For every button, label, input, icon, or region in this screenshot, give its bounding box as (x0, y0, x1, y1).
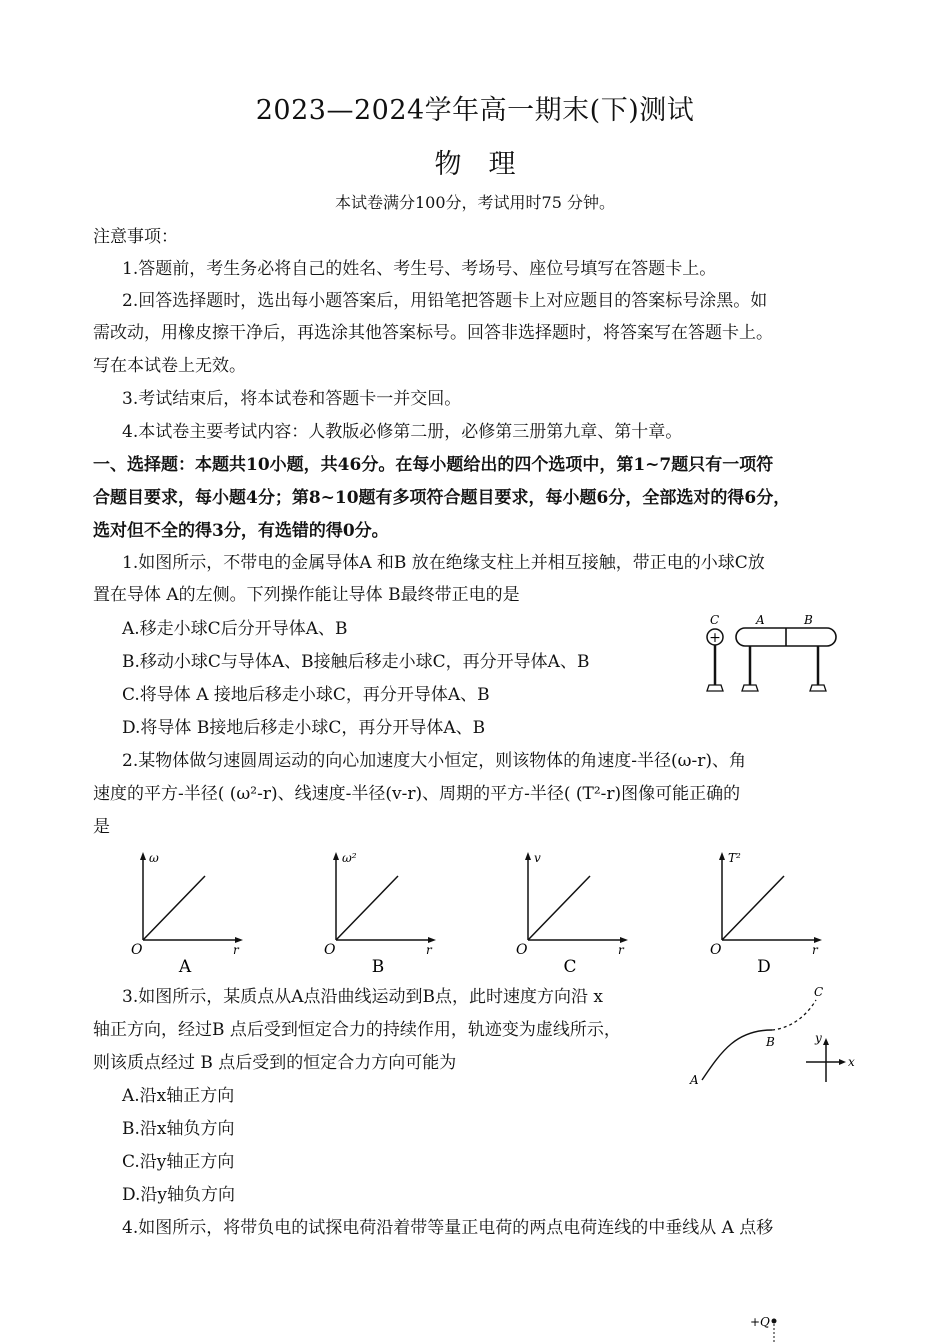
graph-b-caption: B (371, 957, 385, 976)
notice-line: 3.考试结束后，将本试卷和答题卡一并交回。 (122, 389, 462, 409)
q1-option-b: B.移动小球C与导体A、B接触后移走小球C，再分开导体A、B (122, 652, 590, 672)
section-heading: 一、选择题：本题共10小题，共46分。在每小题给出的四个选项中，第1~7题只有一项符 (93, 455, 774, 475)
q2-graph-c (510, 848, 640, 976)
q1-stem: 1.如图所示，不带电的金属导体A 和B 放在绝缘支柱上并相互接触，带正电的小球C放 (122, 553, 765, 573)
q2-stem: 2.某物体做匀速圆周运动的向心加速度大小恒定，则该物体的角速度-半径(ω-r)、角 (122, 751, 746, 771)
graph-d-line (722, 876, 784, 940)
svg-text:ω²: ω² (342, 851, 357, 865)
ball-c-sign: + (709, 630, 721, 646)
graph-c-caption: C (563, 957, 577, 976)
svg-text:A: A (690, 1073, 699, 1087)
q1-figure (700, 612, 850, 696)
q3-stem: 3.如图所示，某质点从A点沿曲线运动到B点，此时速度方向沿 x (122, 987, 603, 1007)
q1-label-c: C (710, 613, 720, 627)
q2-graph-d (704, 848, 834, 976)
graph-a-line (143, 876, 205, 940)
notice-line: 1.答题前，考生务必将自己的姓名、考生号、考场号、座位号填写在答题卡上。 (122, 259, 717, 279)
charge-dot (772, 1319, 777, 1324)
svg-text:O: O (131, 942, 143, 958)
notice-line: 2.回答选择题时，选出每小题答案后，用铅笔把答题卡上对应题目的答案标号涂黑。如 (122, 291, 768, 311)
graph-d-caption: D (757, 957, 771, 976)
svg-text:B: B (766, 1035, 775, 1049)
q3-option-a: A.沿x轴正方向 (122, 1086, 235, 1106)
q3-option-d: D.沿y轴负方向 (122, 1185, 236, 1205)
svg-text:r: r (426, 943, 432, 957)
svg-text:y: y (815, 1031, 822, 1045)
q1-option-c: C.将导体 A 接地后移走小球C，再分开导体A、B (122, 685, 490, 705)
q3-option-c: C.沿y轴正方向 (122, 1152, 235, 1172)
svg-text:r: r (812, 943, 818, 957)
q2-graph-a (125, 848, 255, 976)
q4-charge-label: +Q (750, 1315, 770, 1329)
svg-text:v: v (534, 851, 541, 865)
svg-text:x: x (848, 1055, 855, 1069)
q1-stem: 置在导体 A的左侧。下列操作能让导体 B最终带正电的是 (93, 585, 520, 605)
q1-label-a: A (756, 613, 765, 627)
solid-trajectory (702, 1030, 772, 1080)
q2-stem: 是 (93, 817, 110, 837)
svg-text:C: C (814, 985, 824, 999)
q2-stem: 速度的平方-半径( (ω²-r)、线速度-半径(v-r)、周期的平方-半径( (T²-r)图像可能正确的 (93, 784, 741, 804)
q1-option-d: D.将导体 B接地后移走小球C，再分开导体A、B (122, 718, 486, 738)
q4-stem: 4.如图所示，将带负电的试探电荷沿着带等量正电荷的两点电荷连线的中垂线从 A 点移 (122, 1218, 774, 1238)
subject-title: 物 理 (434, 149, 516, 180)
q1-label-b: B (804, 613, 813, 627)
svg-text:ω: ω (149, 851, 159, 865)
notice-line: 需改动，用橡皮擦干净后，再选涂其他答案标号。回答非选择题时，将答案写在答题卡上。 (93, 323, 773, 343)
notice-line: 4.本试卷主要考试内容：人教版必修第二册，必修第三册第九章、第十章。 (122, 422, 683, 442)
svg-text:O: O (710, 942, 722, 958)
section-heading: 合题目要求，每小题4分；第8~10题有多项符合题目要求，每小题6分，全部选对的得6分， (93, 488, 791, 508)
svg-text:O: O (516, 942, 528, 958)
exam-title: 2023—2024学年高一期末(下)测试 (255, 95, 695, 126)
graph-a-caption: A (178, 957, 192, 976)
svg-text:T²: T² (728, 851, 741, 865)
svg-text:r: r (233, 943, 239, 957)
graph-b-line (336, 876, 398, 940)
section-heading: 选对但不全的得3分，有选错的得0分。 (93, 521, 389, 541)
q3-stem: 则该质点经过 B 点后受到的恒定合力方向可能为 (93, 1053, 457, 1073)
q3-figure (682, 980, 862, 1092)
dashed-trajectory (772, 1000, 816, 1030)
q1-option-a: A.移走小球C后分开导体A、B (122, 619, 348, 639)
notice-line: 写在本试卷上无效。 (93, 356, 246, 376)
q2-graph-b (318, 848, 448, 976)
svg-text:r: r (618, 943, 624, 957)
notice-heading: 注意事项： (93, 227, 178, 247)
exam-info: 本试卷满分100分，考试用时75 分钟。 (335, 193, 615, 212)
q3-option-b: B.沿x轴负方向 (122, 1119, 235, 1139)
svg-text:O: O (324, 942, 336, 958)
graph-c-line (528, 876, 590, 940)
q4-figure (748, 1310, 798, 1344)
q3-stem: 轴正方向，经过B 点后受到恒定合力的持续作用，轨迹变为虚线所示， (93, 1020, 621, 1040)
